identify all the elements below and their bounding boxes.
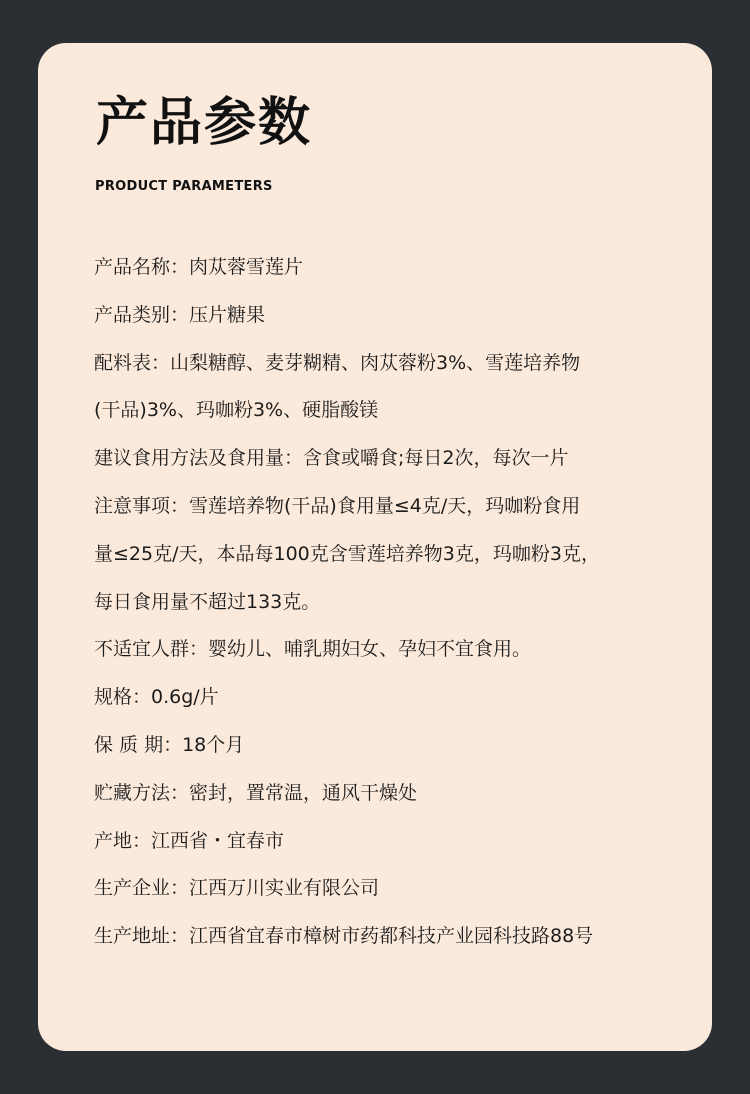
parameters-card [38, 43, 712, 1051]
parameters-list [94, 244, 694, 961]
param-usage: 建议食用方法及食用量：含食或嚼食;每日2次，每次一片 [94, 447, 569, 470]
param-manufacturer: 生产企业：江西万川实业有限公司 [94, 877, 380, 900]
page-title: 产品参数 [96, 93, 313, 153]
param-notes: 注意事项：雪莲培养物(干品)食用量≤4克/天，玛咖粉食用 [94, 494, 581, 517]
param-ingredients: 配料表：山梨糖醇、麦芽糊精、肉苁蓉粉3%、雪莲培养物 [94, 351, 581, 374]
page-subtitle: PRODUCT PARAMETERS [95, 179, 273, 194]
param-origin: 产地：江西省・宜春市 [94, 829, 285, 852]
param-storage: 贮藏方法：密封，置常温，通风干燥处 [94, 781, 418, 804]
param-shelf-life: 保 质 期：18个月 [94, 733, 245, 756]
param-product-name: 产品名称：肉苁蓉雪莲片 [94, 256, 304, 278]
param-unsuitable-people: 不适宜人群：婴幼儿、哺乳期妇女、孕妇不宜食用。 [94, 638, 532, 661]
param-address: 生产地址：江西省宜春市樟树市药都科技产业园科技路88号 [94, 925, 594, 948]
param-ingredients-cont: (干品)3%、玛咖粉3%、硬脂酸镁 [94, 399, 379, 422]
param-product-category: 产品类别：压片糖果 [94, 303, 266, 326]
param-specification: 规格：0.6g/片 [94, 686, 219, 709]
param-notes-cont-2: 每日食用量不超过133克。 [94, 590, 321, 613]
param-notes-cont: 量≤25克/天，本品每100克含雪莲培养物3克，玛咖粉3克， [94, 542, 600, 565]
